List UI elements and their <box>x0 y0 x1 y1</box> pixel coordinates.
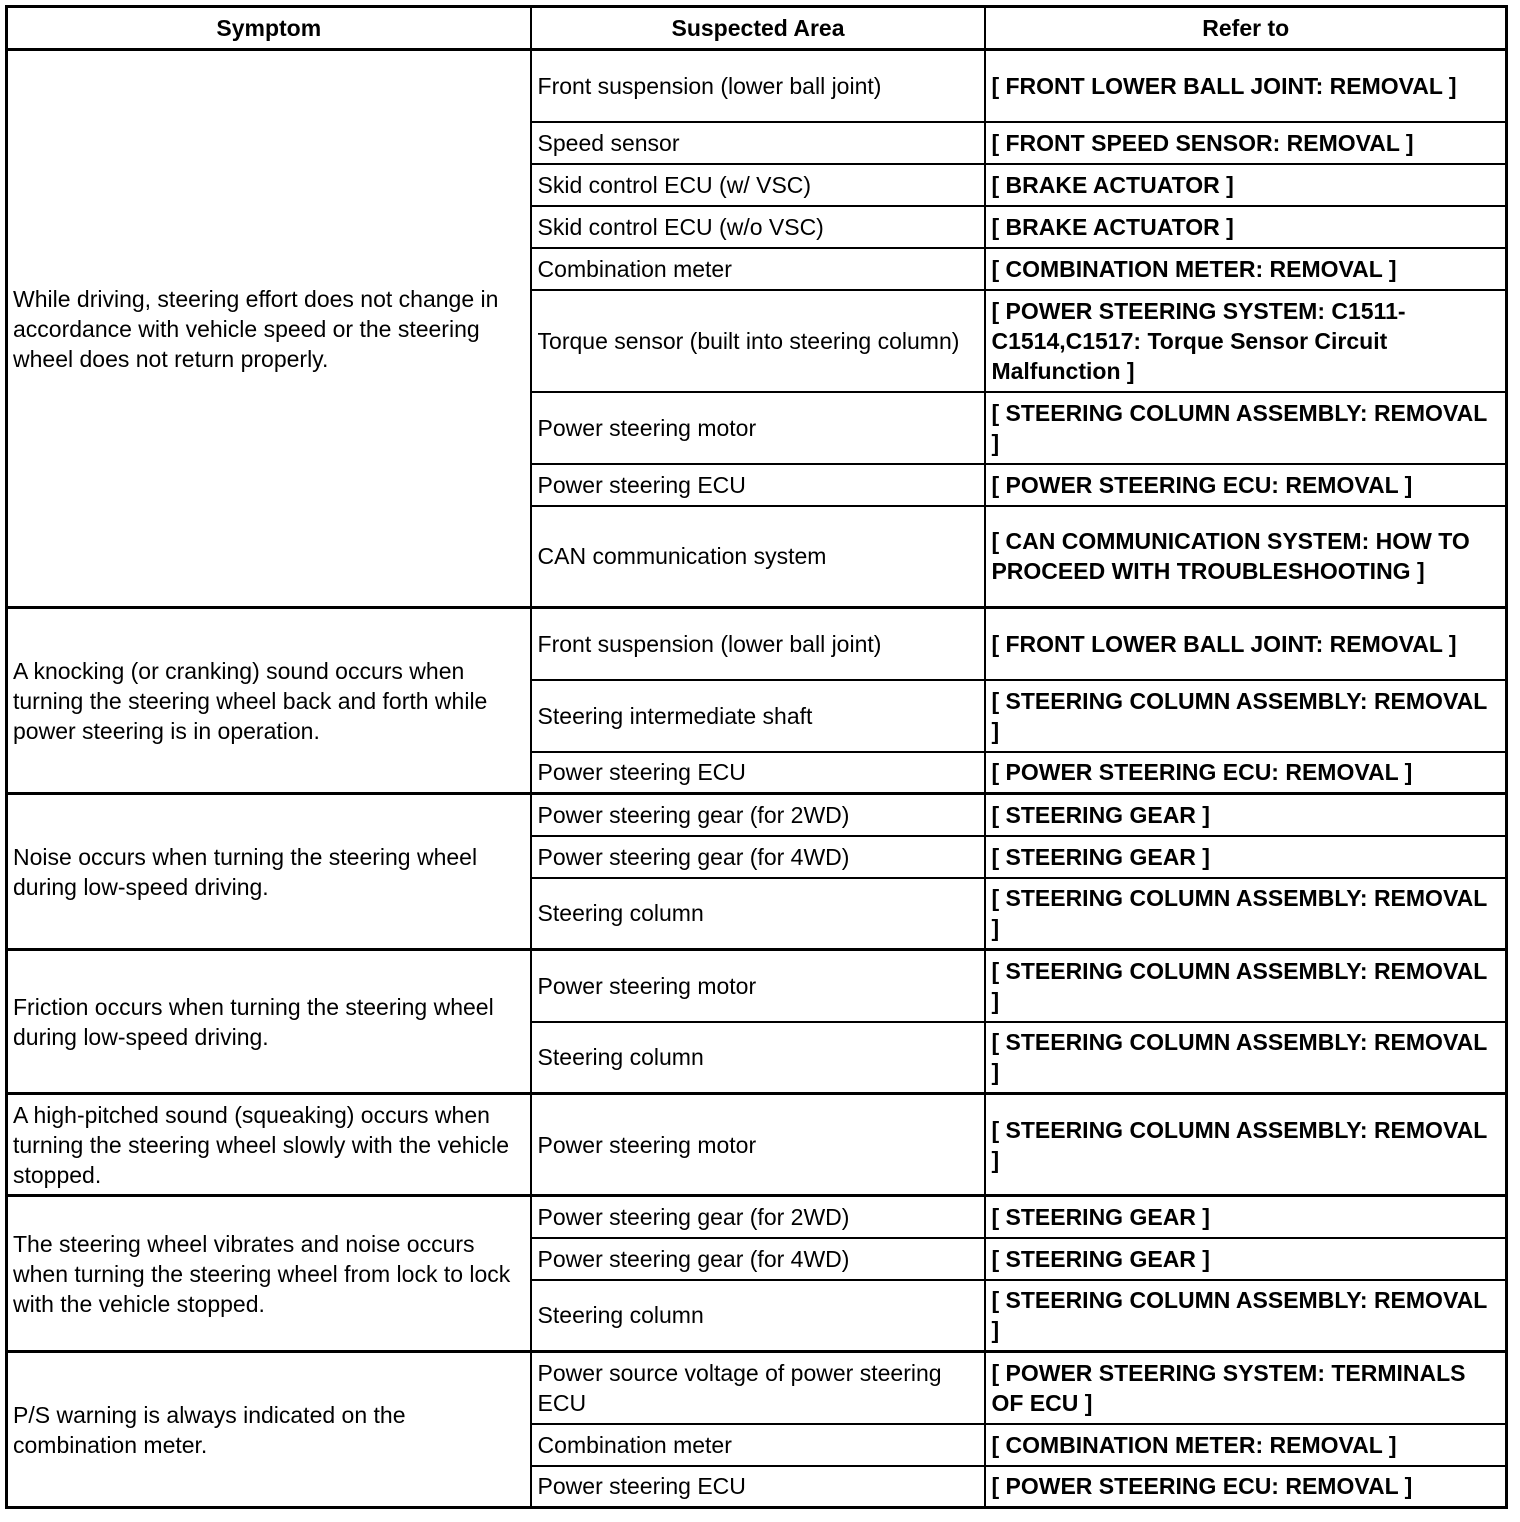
refer-to-cell: [ FRONT LOWER BALL JOINT: REMOVAL ] <box>985 608 1506 680</box>
refer-to-cell: [ COMBINATION METER: REMOVAL ] <box>985 248 1506 290</box>
refer-to-cell: [ STEERING COLUMN ASSEMBLY: REMOVAL ] <box>985 950 1506 1022</box>
suspected-area-cell: Skid control ECU (w/ VSC) <box>531 164 986 206</box>
refer-to-cell: [ STEERING COLUMN ASSEMBLY: REMOVAL ] <box>985 878 1506 950</box>
suspected-area-cell: Power steering ECU <box>531 752 986 794</box>
refer-to-cell: [ COMBINATION METER: REMOVAL ] <box>985 1424 1506 1466</box>
refer-to-cell: [ STEERING GEAR ] <box>985 1196 1506 1238</box>
troubleshooting-table <box>5 5 1508 1509</box>
symptom-cell: A knocking (or cranking) sound occurs when turning the steering wheel back and forth while power steering is in operation. <box>7 608 531 794</box>
suspected-area-cell: Combination meter <box>531 248 986 290</box>
symptom-cell: While driving, steering effort does not change in accordance with vehicle speed or the steering wheel does not return properly. <box>7 50 531 608</box>
refer-to-cell: [ STEERING COLUMN ASSEMBLY: REMOVAL ] <box>985 1094 1506 1196</box>
suspected-area-cell: Power steering motor <box>531 1094 986 1196</box>
table-row <box>7 950 1507 1022</box>
symptom-cell: The steering wheel vibrates and noise occurs when turning the steering wheel from lock to lock with the vehicle stopped. <box>7 1196 531 1352</box>
refer-to-cell: [ STEERING COLUMN ASSEMBLY: REMOVAL ] <box>985 1280 1506 1352</box>
suspected-area-cell: Steering column <box>531 1280 986 1352</box>
refer-to-cell: [ POWER STEERING ECU: REMOVAL ] <box>985 464 1506 506</box>
suspected-area-cell: Front suspension (lower ball joint) <box>531 50 986 122</box>
symptom-cell: Noise occurs when turning the steering wheel during low-speed driving. <box>7 794 531 950</box>
header-row <box>7 7 1507 50</box>
suspected-area-cell: Steering intermediate shaft <box>531 680 986 752</box>
suspected-area-cell: Speed sensor <box>531 122 986 164</box>
refer-to-cell: [ FRONT SPEED SENSOR: REMOVAL ] <box>985 122 1506 164</box>
refer-to-cell: [ STEERING GEAR ] <box>985 1238 1506 1280</box>
header-refer-to: Refer to <box>985 7 1506 50</box>
table-row <box>7 608 1507 680</box>
refer-to-cell: [ STEERING GEAR ] <box>985 836 1506 878</box>
suspected-area-cell: Power steering gear (for 4WD) <box>531 836 986 878</box>
refer-to-cell: [ BRAKE ACTUATOR ] <box>985 206 1506 248</box>
suspected-area-cell: Power source voltage of power steering ECU <box>531 1352 986 1424</box>
refer-to-cell: [ POWER STEERING SYSTEM: C1511-C1514,C1517: Torque Sensor Circuit Malfunction ] <box>985 290 1506 392</box>
suspected-area-cell: Steering column <box>531 1022 986 1094</box>
symptom-cell: Friction occurs when turning the steering wheel during low-speed driving. <box>7 950 531 1094</box>
suspected-area-cell: Power steering gear (for 4WD) <box>531 1238 986 1280</box>
refer-to-cell: [ POWER STEERING SYSTEM: TERMINALS OF ECU ] <box>985 1352 1506 1424</box>
header-symptom: Symptom <box>7 7 531 50</box>
table-header <box>7 7 1507 50</box>
refer-to-cell: [ CAN COMMUNICATION SYSTEM: HOW TO PROCEED WITH TROUBLESHOOTING ] <box>985 506 1506 608</box>
refer-to-cell: [ STEERING COLUMN ASSEMBLY: REMOVAL ] <box>985 1022 1506 1094</box>
refer-to-cell: [ STEERING COLUMN ASSEMBLY: REMOVAL ] <box>985 392 1506 464</box>
suspected-area-cell: Combination meter <box>531 1424 986 1466</box>
table-row <box>7 1352 1507 1424</box>
refer-to-cell: [ STEERING GEAR ] <box>985 794 1506 836</box>
refer-to-cell: [ POWER STEERING ECU: REMOVAL ] <box>985 752 1506 794</box>
refer-to-cell: [ STEERING COLUMN ASSEMBLY: REMOVAL ] <box>985 680 1506 752</box>
suspected-area-cell: Power steering gear (for 2WD) <box>531 1196 986 1238</box>
suspected-area-cell: Power steering motor <box>531 392 986 464</box>
suspected-area-cell: Front suspension (lower ball joint) <box>531 608 986 680</box>
suspected-area-cell: Power steering ECU <box>531 464 986 506</box>
table-body <box>7 50 1507 1508</box>
symptom-cell: P/S warning is always indicated on the combination meter. <box>7 1352 531 1508</box>
refer-to-cell: [ FRONT LOWER BALL JOINT: REMOVAL ] <box>985 50 1506 122</box>
suspected-area-cell: Torque sensor (built into steering column) <box>531 290 986 392</box>
table-row <box>7 794 1507 836</box>
refer-to-cell: [ BRAKE ACTUATOR ] <box>985 164 1506 206</box>
table-row <box>7 1196 1507 1238</box>
table-row <box>7 50 1507 122</box>
suspected-area-cell: Skid control ECU (w/o VSC) <box>531 206 986 248</box>
suspected-area-cell: Steering column <box>531 878 986 950</box>
suspected-area-cell: Power steering ECU <box>531 1466 986 1508</box>
symptom-cell: A high-pitched sound (squeaking) occurs when turning the steering wheel slowly with the vehicle stopped. <box>7 1094 531 1196</box>
suspected-area-cell: Power steering gear (for 2WD) <box>531 794 986 836</box>
suspected-area-cell: Power steering motor <box>531 950 986 1022</box>
refer-to-cell: [ POWER STEERING ECU: REMOVAL ] <box>985 1466 1506 1508</box>
header-suspected-area: Suspected Area <box>531 7 986 50</box>
table-row <box>7 1094 1507 1196</box>
suspected-area-cell: CAN communication system <box>531 506 986 608</box>
